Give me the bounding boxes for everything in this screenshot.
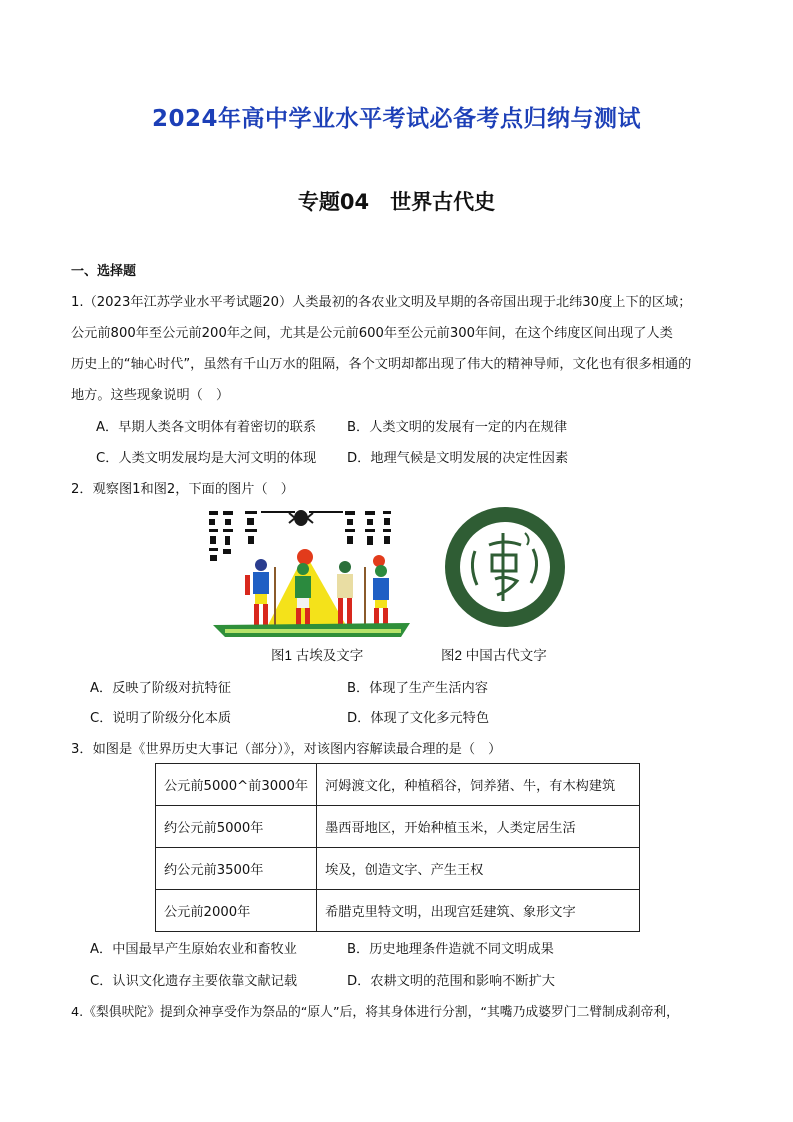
q1-option-b: B．人类文明的发展有一定的内在规律 bbox=[347, 420, 568, 435]
egyptian-and-chinese-script-image bbox=[205, 505, 585, 665]
question-2-stem: 2．观察图1和图2，下面的图片（ ） bbox=[71, 482, 294, 497]
q2-option-a: A．反映了阶级对抗特征 bbox=[90, 681, 231, 696]
table-row bbox=[156, 848, 640, 890]
figure-2-caption: 图2 中国古代文字 bbox=[441, 648, 547, 663]
history-events-table bbox=[155, 763, 640, 932]
stem-line: 1.（2023年江苏学业水平考试题20）人类最初的各农业文明及早期的各帝国出现于北纬30度上下的区域； bbox=[71, 295, 692, 310]
table-cell-date: 公元前2000年 bbox=[156, 890, 317, 932]
table-cell-date: 约公元前3500年 bbox=[156, 848, 317, 890]
table-row bbox=[156, 764, 640, 806]
chinese-script-seal-image bbox=[445, 507, 565, 627]
table-row bbox=[156, 890, 640, 932]
q3-option-d: D．农耕文明的范围和影响不断扩大 bbox=[347, 974, 555, 989]
page-title: 2024年高中学业水平考试必备考点归纳与测试 bbox=[151, 106, 641, 132]
stem-line: 地方。这些现象说明（ ） bbox=[71, 388, 230, 403]
table-cell-event: 河姆渡文化，种植稻谷，饲养猪、牛，有木构建筑 bbox=[317, 764, 640, 806]
question-3-stem: 3．如图是《世界历史大事记（部分）》，对该图内容解读最合理的是（ ） bbox=[71, 742, 502, 757]
q1-option-a: A．早期人类各文明体有着密切的联系 bbox=[96, 420, 317, 435]
table-cell-date: 公元前5000^前3000年 bbox=[156, 764, 317, 806]
q1-option-d: D．地理气候是文明发展的决定性因素 bbox=[347, 451, 569, 466]
q2-option-c: C．说明了阶级分化本质 bbox=[90, 711, 232, 726]
q2-option-b: B．体现了生产生活内容 bbox=[347, 681, 488, 696]
subject-title: 专题04 世界古代史 bbox=[297, 190, 496, 214]
q2-option-d: D．体现了文化多元特色 bbox=[347, 711, 490, 726]
egyptian-script-image bbox=[209, 510, 410, 637]
figure-1-caption: 图1 古埃及文字 bbox=[271, 648, 364, 663]
stem-line: 历史上的“轴心时代”，虽然有千山万水的阻隔，各个文明却都出现了伟大的精神导师，文化也有很多相通的 bbox=[71, 357, 692, 372]
stem-line: 公元前800年至公元前200年之间，尤其是公元前600年至公元前300年间，在这个纬度区间出现了人类 bbox=[71, 326, 673, 341]
question-1-stem bbox=[71, 287, 731, 411]
table-row bbox=[156, 806, 640, 848]
table-cell-event: 埃及，创造文字、产生王权 bbox=[317, 848, 640, 890]
table-cell-event: 墨西哥地区，开始种植玉米，人类定居生活 bbox=[317, 806, 640, 848]
q3-option-b: B．历史地理条件造就不同文明成果 bbox=[347, 942, 554, 957]
q3-option-a: A．中国最早产生原始农业和畜牧业 bbox=[90, 942, 297, 957]
question-2-figure bbox=[205, 505, 585, 665]
table-cell-event: 希腊克里特文明，出现宫廷建筑、象形文字 bbox=[317, 890, 640, 932]
q3-option-c: C．认识文化遗存主要依靠文献记载 bbox=[90, 974, 298, 989]
q1-option-c: C．人类文明发展均是大河文明的体现 bbox=[96, 451, 317, 466]
section-heading: 一、选择题 bbox=[71, 264, 137, 279]
table-cell-date: 约公元前5000年 bbox=[156, 806, 317, 848]
question-4-stem: 4.《梨俱吠陀》提到众神享受作为祭品的“原人”后，将其身体进行分割，“其嘴乃成婆罗门二臂制成刹帝利， bbox=[71, 1005, 679, 1020]
